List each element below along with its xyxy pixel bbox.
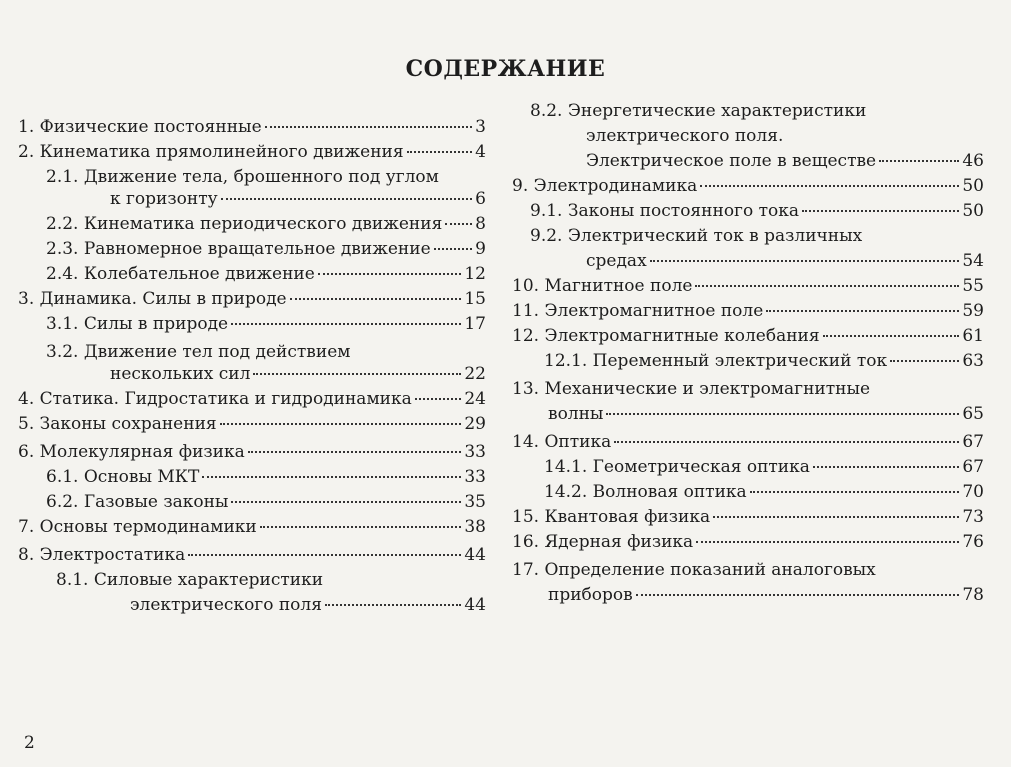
toc-entry-title: Геометрическая оптика xyxy=(592,457,810,477)
toc-entry-number: 17. xyxy=(512,560,540,580)
toc-entry-page: 61 xyxy=(962,326,984,346)
leader-dots xyxy=(636,594,960,596)
toc-entry-number: 14. xyxy=(512,432,540,452)
leader-dots xyxy=(202,476,461,478)
toc-entry-number: 14.2. xyxy=(544,482,588,502)
toc-entry-title: к горизонту xyxy=(110,189,218,209)
toc-entry-line xyxy=(46,341,486,363)
toc-entry-title: волны xyxy=(548,404,604,424)
toc-entry-page: 22 xyxy=(464,364,486,384)
toc-entry-page: 24 xyxy=(464,389,486,409)
toc-entry-title: Электродинамика xyxy=(533,176,698,196)
toc-entry-page: 33 xyxy=(464,442,486,462)
toc-entry-number: 2.2. xyxy=(46,214,79,234)
toc-entry-line xyxy=(544,481,984,503)
leader-dots xyxy=(802,210,959,212)
leader-dots xyxy=(614,441,959,443)
leader-dots xyxy=(823,335,960,337)
leader-dots xyxy=(445,223,472,225)
toc-entry-number: 6. xyxy=(18,442,35,462)
toc-entry-title: Движение тела, брошенного под углом xyxy=(83,167,439,187)
toc-entry-number: 1. xyxy=(18,117,35,137)
leader-dots xyxy=(188,554,461,556)
toc-entry-line xyxy=(18,116,486,138)
leader-dots xyxy=(260,526,462,528)
toc-entry-line xyxy=(46,466,486,488)
toc-entry-number: 3.2. xyxy=(46,342,79,362)
toc-entry-number: 2. xyxy=(18,142,35,162)
toc-entry-number: 9.1. xyxy=(530,201,563,221)
leader-dots xyxy=(248,451,462,453)
toc-entry-title: Магнитное поле xyxy=(544,276,693,296)
toc-entry-title: Энергетические характеристики xyxy=(567,101,867,121)
toc-entry-number: 12.1. xyxy=(544,351,588,371)
toc-entry-line xyxy=(544,456,984,478)
toc-entry-number: 14.1. xyxy=(544,457,588,477)
page-title: СОДЕРЖАНИЕ xyxy=(405,56,606,82)
toc-entry-title: Динамика. Силы в природе xyxy=(39,289,287,309)
toc-entry-line xyxy=(530,100,984,122)
toc-entry-number: 2.3. xyxy=(46,239,79,259)
toc-entry-line xyxy=(512,300,984,322)
toc-entry-page: 55 xyxy=(962,276,984,296)
toc-entry-page: 3 xyxy=(475,117,486,137)
leader-dots xyxy=(407,151,473,153)
toc-entry-line xyxy=(46,166,486,188)
toc-entry-number: 11. xyxy=(512,301,540,321)
toc-entry-line xyxy=(544,350,984,372)
toc-entry-line xyxy=(18,141,486,163)
leader-dots xyxy=(695,285,959,287)
toc-entry-line xyxy=(18,288,486,310)
toc-entry-line xyxy=(512,506,984,528)
toc-entry-page: 8 xyxy=(475,214,486,234)
toc-entry-number: 3. xyxy=(18,289,35,309)
toc-entry-page: 50 xyxy=(962,201,984,221)
toc-entry-title: Определение показаний аналоговых xyxy=(544,560,876,580)
toc-entry-number: 10. xyxy=(512,276,540,296)
toc-entry-number: 7. xyxy=(18,517,35,537)
toc-entry-page: 4 xyxy=(475,142,486,162)
toc-entry-page: 35 xyxy=(464,492,486,512)
toc-entry-title: Законы сохранения xyxy=(39,414,217,434)
toc-entry-line xyxy=(18,544,486,566)
toc-entry-line xyxy=(18,388,486,410)
toc-entry-number: 13. xyxy=(512,379,540,399)
toc-entry-title: Основы термодинамики xyxy=(39,517,257,537)
toc-entry-line xyxy=(512,559,984,581)
toc-entry-page: 70 xyxy=(962,482,984,502)
leader-dots xyxy=(434,248,473,250)
leader-dots xyxy=(890,360,959,362)
toc-entry-page: 76 xyxy=(962,532,984,552)
toc-entry-line xyxy=(46,313,486,335)
toc-entry-line xyxy=(512,531,984,553)
toc-entry-number: 6.1. xyxy=(46,467,79,487)
toc-entry-page: 73 xyxy=(962,507,984,527)
toc-entry-number: 8. xyxy=(18,545,35,565)
toc-entry-page: 33 xyxy=(464,467,486,487)
leader-dots xyxy=(290,298,462,300)
toc-entry-page: 65 xyxy=(962,404,984,424)
toc-entry-line xyxy=(530,225,984,247)
leader-dots xyxy=(231,501,461,503)
toc-entry-number: 9.2. xyxy=(530,226,563,246)
leader-dots xyxy=(415,398,462,400)
toc-entry-line xyxy=(110,188,486,210)
toc-entry-line xyxy=(110,363,486,385)
toc-entry-line xyxy=(586,125,984,147)
toc-entry-line xyxy=(46,238,486,260)
toc-entry-number: 2.4. xyxy=(46,264,79,284)
toc-entry-page: 54 xyxy=(962,251,984,271)
toc-entry-line xyxy=(512,175,984,197)
leader-dots xyxy=(650,260,960,262)
toc-entry-title: Равномерное вращательное движение xyxy=(83,239,431,259)
toc-entry-title: Колебательное движение xyxy=(83,264,315,284)
leader-dots xyxy=(879,160,959,162)
toc-entry-title: нескольких сил xyxy=(110,364,251,384)
toc-entry-page: 6 xyxy=(475,189,486,209)
toc-entry-title: Движение тел под действием xyxy=(83,342,351,362)
toc-entry-page: 38 xyxy=(464,517,486,537)
toc-entry-title: Основы МКТ xyxy=(83,467,200,487)
toc-entry-line xyxy=(548,584,984,606)
toc-entry-title: Газовые законы xyxy=(83,492,229,512)
toc-entry-page: 17 xyxy=(464,314,486,334)
toc-entry-title: Законы постоянного тока xyxy=(567,201,800,221)
toc-entry-number: 6.2. xyxy=(46,492,79,512)
toc-entry-page: 63 xyxy=(962,351,984,371)
toc-entry-number: 8.2. xyxy=(530,101,563,121)
leader-dots xyxy=(265,126,473,128)
leader-dots xyxy=(750,491,960,493)
toc-entry-page: 67 xyxy=(962,457,984,477)
toc-entry-title: Механические и электромагнитные xyxy=(544,379,871,399)
toc-entry-title: Кинематика периодического движения xyxy=(83,214,443,234)
toc-entry-line xyxy=(18,413,486,435)
toc-entry-number: 2.1. xyxy=(46,167,79,187)
toc-entry-page: 29 xyxy=(464,414,486,434)
toc-entry-number: 8.1. xyxy=(56,570,89,590)
toc-entry-title: Физические постоянные xyxy=(39,117,262,137)
toc-entry-number: 3.1. xyxy=(46,314,79,334)
page-number: 2 xyxy=(24,733,35,753)
toc-entry-title: средах xyxy=(586,251,647,271)
toc-entry-line xyxy=(56,569,486,591)
toc-entry-title: Силы в природе xyxy=(83,314,229,334)
toc-entry-line xyxy=(46,263,486,285)
toc-entry-title: Квантовая физика xyxy=(544,507,711,527)
toc-entry-line xyxy=(512,431,984,453)
toc-entry-page: 9 xyxy=(475,239,486,259)
leader-dots xyxy=(696,541,959,543)
toc-entry-line xyxy=(512,325,984,347)
toc-entry-line xyxy=(530,200,984,222)
toc-entry-title: Электрическое поле в веществе xyxy=(586,151,877,171)
leader-dots xyxy=(766,310,959,312)
toc-entry-page: 44 xyxy=(464,545,486,565)
toc-entry-title: Электрический ток в различных xyxy=(567,226,863,246)
toc-entry-number: 5. xyxy=(18,414,35,434)
toc-entry-title: Ядерная физика xyxy=(544,532,694,552)
leader-dots xyxy=(813,466,959,468)
toc-entry-title: Кинематика прямолинейного движения xyxy=(39,142,404,162)
leader-dots xyxy=(325,604,461,606)
leader-dots xyxy=(220,423,462,425)
toc-entry-line xyxy=(512,275,984,297)
toc-entry-line xyxy=(18,516,486,538)
toc-entry-line xyxy=(46,491,486,513)
toc-entry-title: Волновая оптика xyxy=(592,482,747,502)
toc-entry-number: 12. xyxy=(512,326,540,346)
toc-entry-page: 50 xyxy=(962,176,984,196)
toc-entry-line xyxy=(18,441,486,463)
toc-entry-number: 16. xyxy=(512,532,540,552)
toc-entry-title: Статика. Гидростатика и гидродинамика xyxy=(39,389,412,409)
toc-entry-number: 4. xyxy=(18,389,35,409)
toc-entry-page: 44 xyxy=(464,595,486,615)
leader-dots xyxy=(606,413,959,415)
toc-entry-title: Электростатика xyxy=(39,545,186,565)
toc-entry-line xyxy=(548,403,984,425)
toc-entry-page: 12 xyxy=(464,264,486,284)
toc-entry-title: Силовые характеристики xyxy=(93,570,324,590)
toc-entry-title: электрического поля. xyxy=(586,126,784,146)
toc-entry-page: 67 xyxy=(962,432,984,452)
toc-entry-page: 15 xyxy=(464,289,486,309)
toc-entry-number: 9. xyxy=(512,176,529,196)
leader-dots xyxy=(231,323,461,325)
toc-entry-title: приборов xyxy=(548,585,633,605)
leader-dots xyxy=(253,373,461,375)
toc-entry-title: электрического поля xyxy=(130,595,322,615)
leader-dots xyxy=(700,185,959,187)
toc-entry-line xyxy=(46,213,486,235)
toc-entry-line xyxy=(586,150,984,172)
toc-entry-title: Электромагнитное поле xyxy=(544,301,764,321)
toc-entry-title: Оптика xyxy=(544,432,612,452)
toc-entry-line xyxy=(512,378,984,400)
toc-entry-title: Переменный электрический ток xyxy=(592,351,888,371)
leader-dots xyxy=(713,516,959,518)
toc-entry-number: 15. xyxy=(512,507,540,527)
toc-entry-page: 46 xyxy=(962,151,984,171)
leader-dots xyxy=(318,273,462,275)
toc-entry-page: 78 xyxy=(962,585,984,605)
leader-dots xyxy=(221,198,473,200)
toc-entry-title: Электромагнитные колебания xyxy=(544,326,820,346)
toc-entry-page: 59 xyxy=(962,301,984,321)
toc-entry-title: Молекулярная физика xyxy=(39,442,245,462)
toc-entry-line xyxy=(130,594,486,616)
toc-entry-line xyxy=(586,250,984,272)
